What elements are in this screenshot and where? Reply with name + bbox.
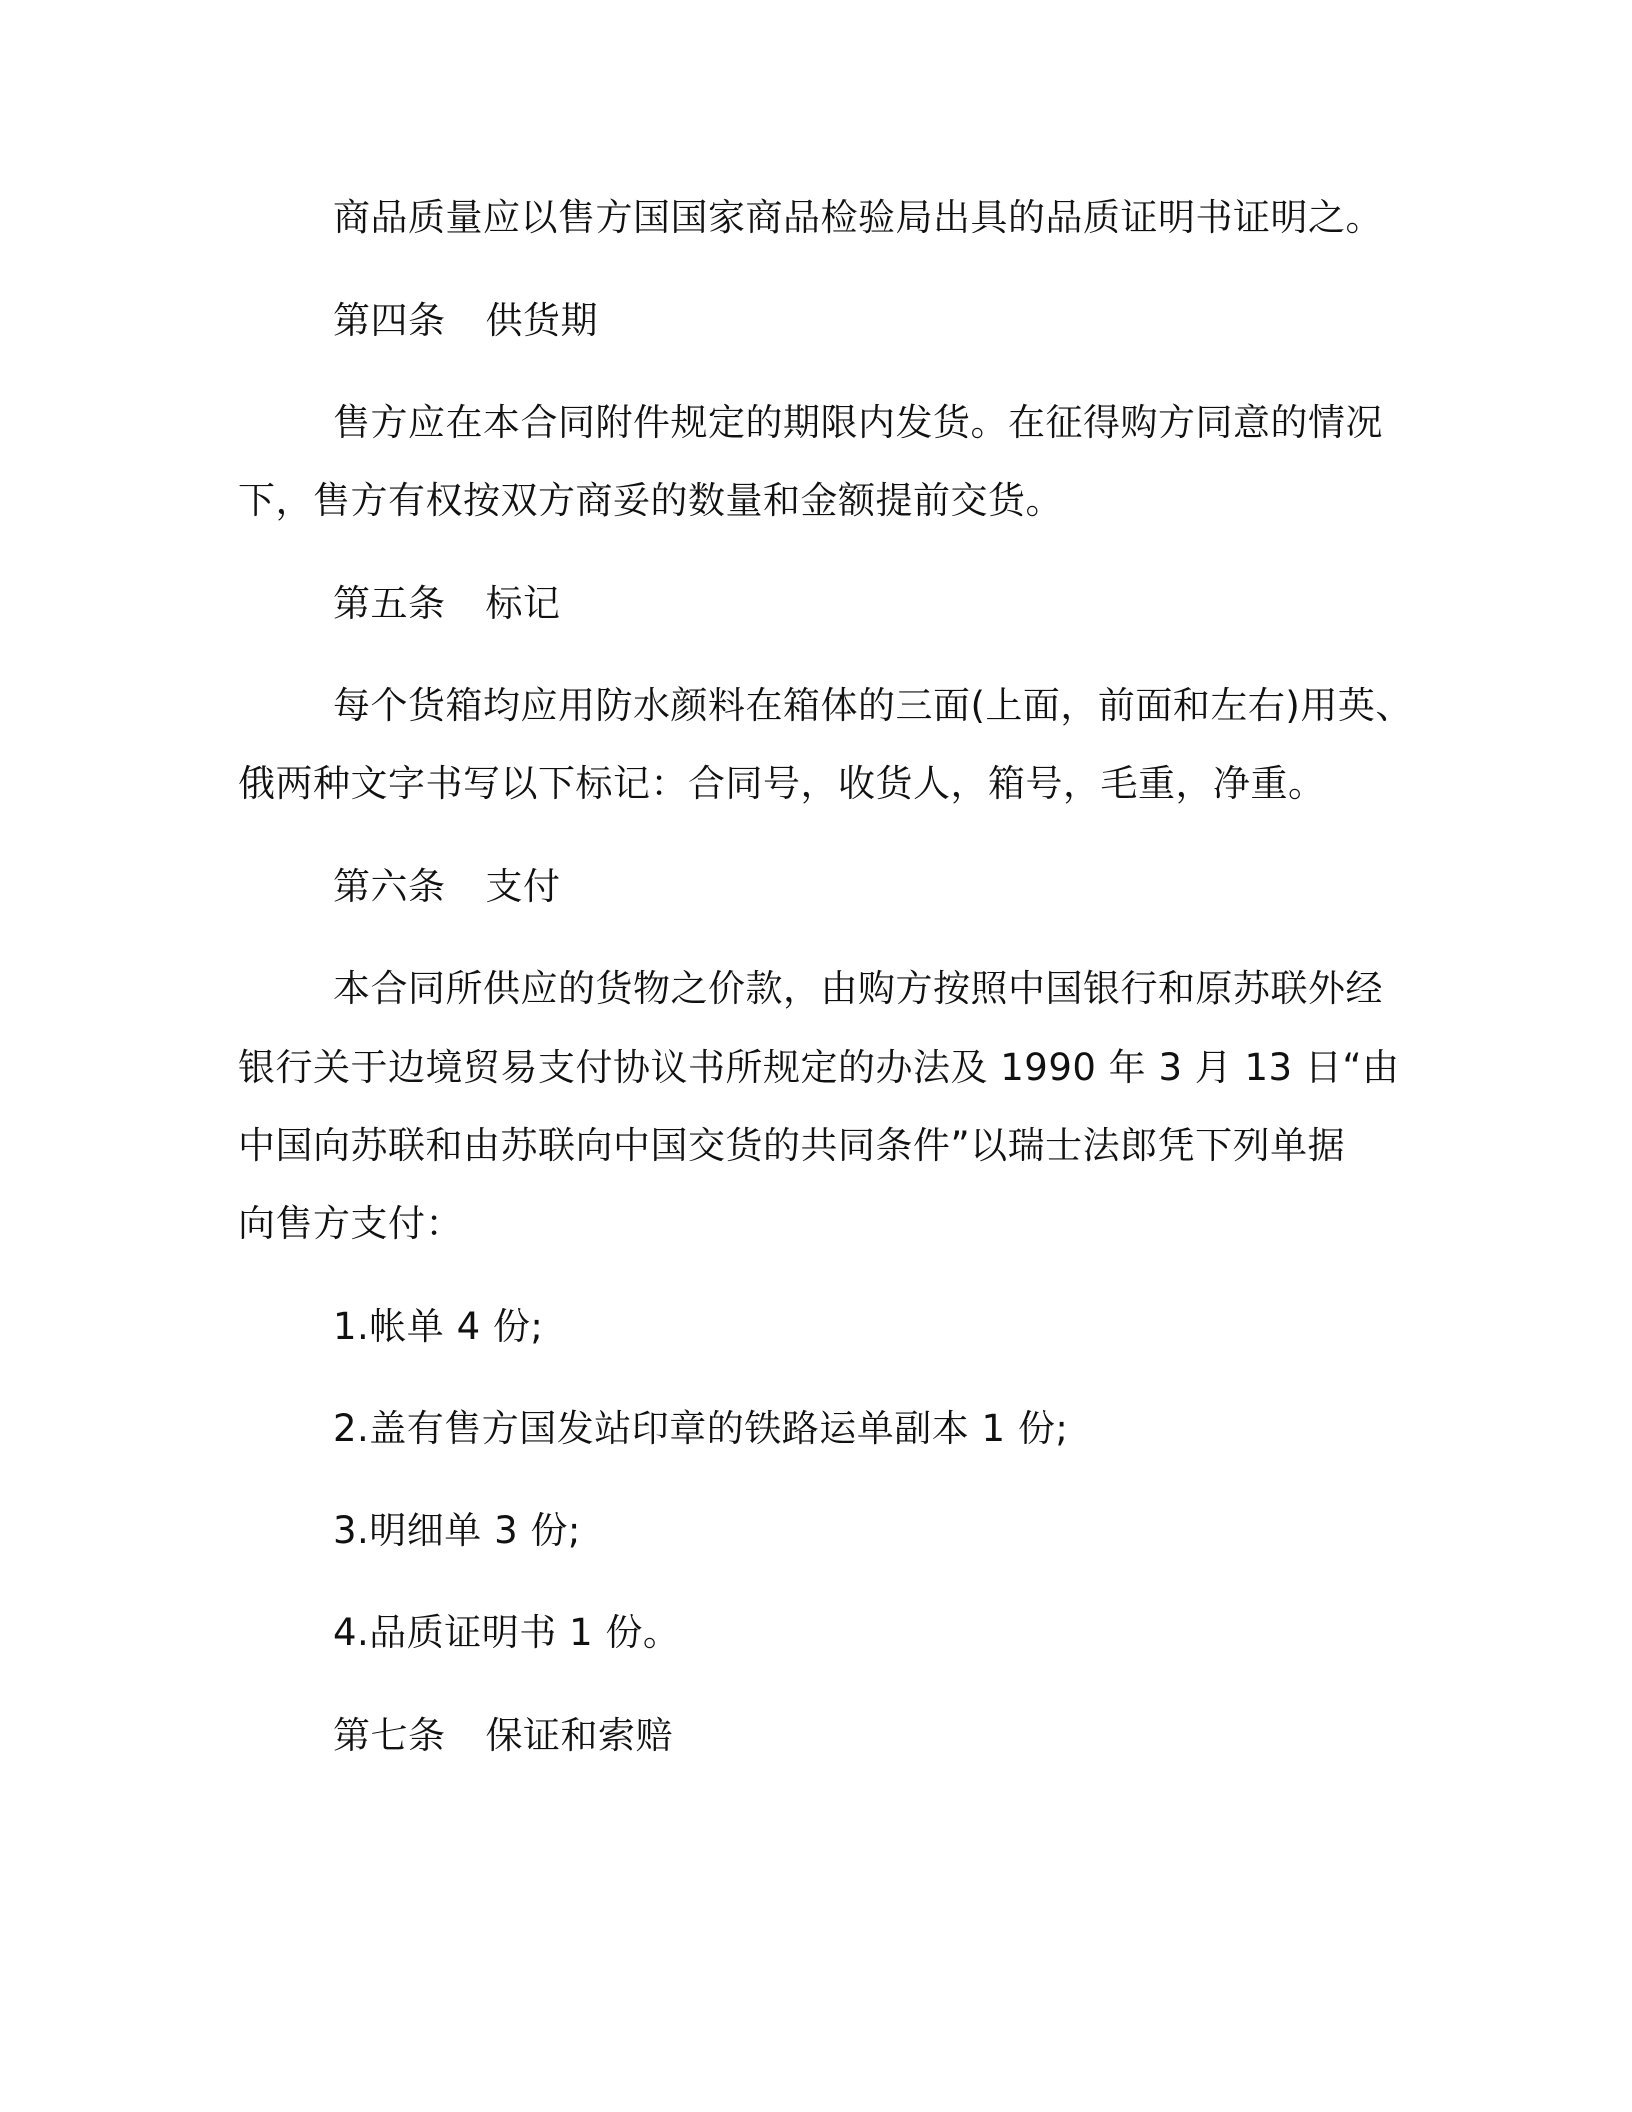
article-6-body-line-2: 银行关于边境贸易支付协议书所规定的办法及 1990 年 3 月 13 日“由 [238, 1046, 1400, 1089]
article-7-heading [333, 1713, 673, 1759]
article-6-body-line-4: 向售方支付： [238, 1202, 463, 1245]
list-item: 3.明细单 3 份; [333, 1509, 581, 1552]
article-6-title: 支付 [485, 865, 561, 908]
article-5-body-line-1: 每个货箱均应用防水颜料在箱体的三面(上面，前面和左右)用英、 [333, 684, 1413, 727]
article-4-body-line-1: 售方应在本合同附件规定的期限内发货。在征得购方同意的情况 [333, 401, 1383, 444]
article-7-number: 第七条 [333, 1714, 446, 1757]
list-item: 1.帐单 4 份; [333, 1305, 544, 1348]
article-5-title: 标记 [485, 582, 561, 625]
article-4-body-line-2: 下，售方有权按双方商妥的数量和金额提前交货。 [238, 479, 1063, 522]
article-5-heading [333, 581, 561, 627]
article-6-number: 第六条 [333, 865, 446, 908]
article-4-title: 供货期 [485, 299, 598, 342]
article-5-body-line-2: 俄两种文字书写以下标记：合同号，收货人，箱号，毛重，净重。 [238, 762, 1326, 805]
article-6-heading [333, 864, 561, 910]
article-7-title: 保证和索赔 [485, 1714, 673, 1757]
list-item: 2.盖有售方国发站印章的铁路运单副本 1 份; [333, 1407, 1069, 1450]
article-5-number: 第五条 [333, 582, 446, 625]
article-6-body-line-1: 本合同所供应的货物之价款，由购方按照中国银行和原苏联外经 [333, 967, 1383, 1010]
list-item: 4.品质证明书 1 份。 [333, 1611, 681, 1654]
article-6-body-line-3: 中国向苏联和由苏联向中国交货的共同条件”以瑞士法郎凭下列单据 [238, 1124, 1346, 1167]
article-4-heading [333, 298, 598, 344]
article-4-number: 第四条 [333, 299, 446, 342]
quality-paragraph: 商品质量应以售方国国家商品检验局出具的品质证明书证明之。 [333, 196, 1383, 239]
